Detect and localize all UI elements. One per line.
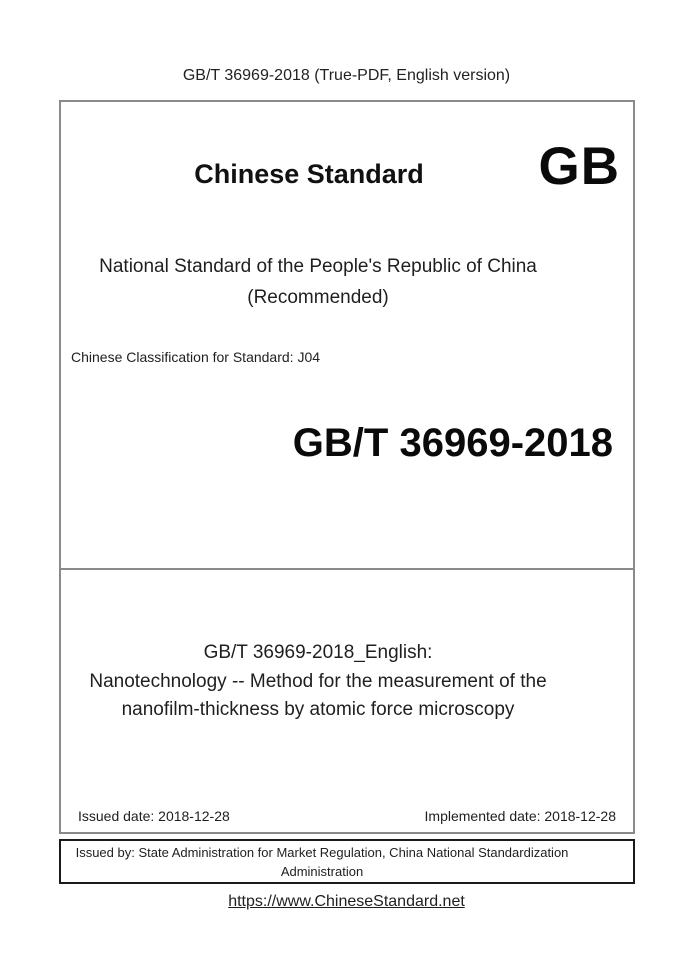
section-divider <box>61 568 633 570</box>
issuing-authority-line1: Issued by: State Administration for Market Regulation, China National Standardization <box>75 845 569 860</box>
classification-note: Chinese Classification for Standard: J04 <box>71 349 321 365</box>
cover-box <box>59 100 635 834</box>
recommended-line: (Recommended) <box>247 287 389 308</box>
standard-number: GB/T 36969-2018 <box>292 421 613 465</box>
issuing-authority-line2: Administration <box>280 864 364 879</box>
issuing-authority-box <box>59 839 635 884</box>
english-title-line3: nanofilm-thickness by atomic force microscopy <box>121 699 515 720</box>
english-title-line2: Nanotechnology -- Method for the measurement of the <box>89 670 547 692</box>
footer-link-row <box>0 892 693 912</box>
brand-title: Chinese Standard <box>194 159 424 189</box>
implemented-date: Implemented date: 2018-12-28 <box>424 808 616 824</box>
english-title-block <box>61 639 575 725</box>
page-header-title: GB/T 36969-2018 (True-PDF, English version) <box>182 67 511 84</box>
footer-link[interactable]: https://www.ChineseStandard.net <box>228 893 465 910</box>
dates-row <box>78 807 616 825</box>
issued-date: Issued date: 2018-12-28 <box>78 808 230 824</box>
english-title-line1: GB/T 36969-2018_English: <box>203 642 433 663</box>
national-standard-line: National Standard of the People's Republic of China <box>99 256 537 277</box>
gb-logo: GB <box>538 137 620 196</box>
national-standard-subtitle <box>61 251 575 313</box>
